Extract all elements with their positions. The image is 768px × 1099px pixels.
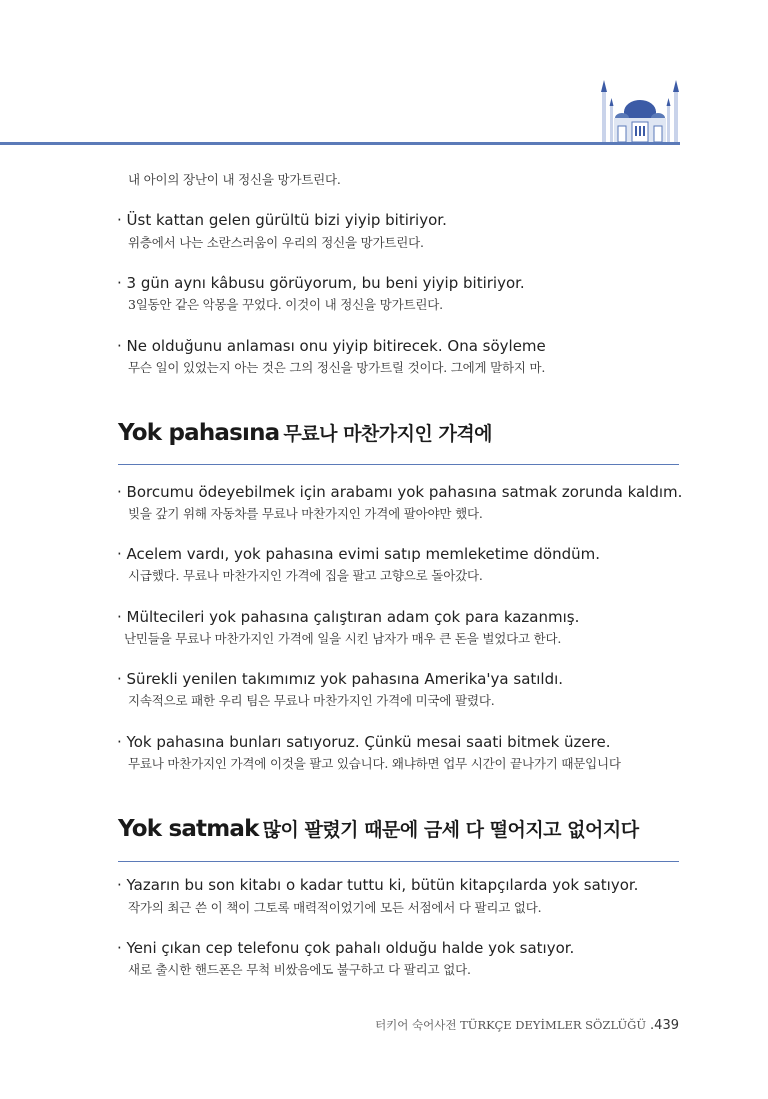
example-ko: 무슨 일이 있었는지 아는 것은 그의 정신을 망가트릴 것이다. 그에게 말하지 마. (128, 360, 546, 375)
example-tr: · Yok pahasına bunları satıyoruz. Çünkü mesai saati bitmek üzere. (117, 733, 611, 751)
footer-title: 터키어 숙어사전 TÜRKÇE DEYİMLER SÖZLÜĞÜ (375, 1018, 647, 1032)
mosque-icon (598, 78, 682, 144)
idiom-meaning: 많이 팔렸기 때문에 금세 다 떨어지고 없어지다 (262, 819, 639, 841)
section-rule (118, 861, 679, 862)
example-tr: · Borcumu ödeyebilmek için arabamı yok pahasına satmak zorunda kaldım. (117, 483, 683, 501)
example-tr: · Yazarın bu son kitabı o kadar tuttu ki, bütün kitapçılarda yok satıyor. (117, 876, 639, 894)
example-tr: · Sürekli yenilen takımımız yok pahasına Amerika'ya satıldı. (117, 670, 564, 688)
example-tr: · Acelem vardı, yok pahasına evimi satıp memleketime döndüm. (117, 545, 601, 563)
example-tr: · Üst kattan gelen gürültü bizi yiyip bitiriyor. (117, 211, 447, 229)
example-tr: · Mültecileri yok pahasına çalıştıran adam çok para kazanmış. (117, 608, 580, 626)
example-tr: · Yeni çıkan cep telefonu çok pahalı olduğu halde yok satıyor. (117, 939, 575, 957)
example-ko: 무료나 마찬가지인 가격에 이것을 팔고 있습니다. 왜냐하면 업무 시간이 끝나가기 때문입니다 (128, 756, 621, 771)
page-number: .439 (650, 1018, 679, 1033)
idiom-title: Yok pahasına (118, 420, 280, 446)
example-ko: 새로 출시한 핸드폰은 무척 비쌌음에도 불구하고 다 팔리고 없다. (128, 962, 471, 977)
example-ko: 3일동안 같은 악몽을 꾸었다. 이것이 내 정신을 망가트린다. (128, 297, 443, 312)
example-tr: · Ne olduğunu anlaması onu yiyip bitirecek. Ona söyleme (117, 337, 546, 355)
example-ko: 작가의 최근 쓴 이 책이 그토록 매력적이었기에 모든 서점에서 다 팔리고 없다. (128, 900, 542, 915)
example-ko: 위층에서 나는 소란스러움이 우리의 정신을 망가트린다. (128, 235, 424, 250)
page-footer (375, 1017, 679, 1033)
idiom-title: Yok satmak (118, 816, 259, 842)
example-ko: 시급했다. 무료나 마찬가지인 가격에 집을 팔고 고향으로 돌아갔다. (128, 568, 483, 583)
idiom-heading (118, 815, 639, 842)
example-ko: 내 아이의 장난이 내 정신을 망가트린다. (128, 172, 341, 187)
example-ko: 지속적으로 패한 우리 팀은 무료나 마찬가지인 가격에 미국에 팔렸다. (128, 693, 495, 708)
example-ko: 난민들을 무료나 마찬가지인 가격에 일을 시킨 남자가 매우 큰 돈을 벌었다고 한다. (124, 631, 562, 646)
header-rule (0, 142, 680, 145)
idiom-meaning: 무료나 마찬가지인 가격에 (283, 423, 493, 445)
section-rule (118, 464, 679, 465)
example-tr: · 3 gün aynı kâbusu görüyorum, bu beni yiyip bitiriyor. (117, 274, 525, 292)
idiom-heading (118, 419, 492, 446)
example-ko: 빚을 갚기 위해 자동차를 무료나 마찬가지인 가격에 팔아야만 했다. (128, 506, 483, 521)
